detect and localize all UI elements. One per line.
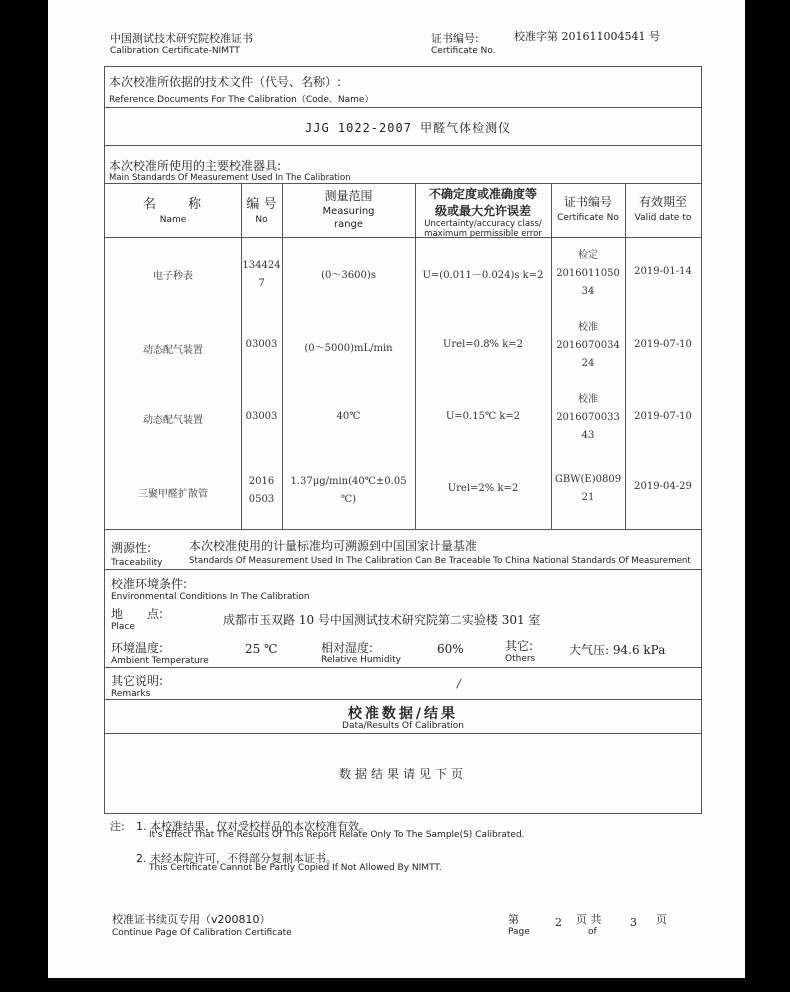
table-row-3-uncertainty: U=0.15℃ k=2: [445, 411, 521, 422]
table-row-1-valid: 2019-01-14: [634, 266, 692, 277]
note-2-en: This Certificate Cannot Be Partly Copied If Not Allowed By NIMTT.: [149, 863, 442, 873]
of-label-en: of: [588, 927, 597, 937]
humidity-value: 60%: [437, 642, 464, 656]
table-row-2-range: (0～5000)mL/min: [304, 343, 393, 354]
cert-no-label-en: Certificate No.: [431, 46, 496, 56]
table-row-2-uncertainty: Urel=0.8% k=2: [442, 339, 524, 350]
reference-label-en: Reference Documents For The Calibration（Code、Name）: [109, 95, 374, 105]
page-number: 2: [555, 916, 562, 929]
table-row-4-range: 1.37μg/min(40℃±0.05 ℃): [290, 476, 407, 505]
cert-no-label-zh: 证书编号:: [431, 32, 479, 45]
table-row-2-name: 动态配气装置: [143, 345, 203, 356]
col-header-no: 编 号 No: [246, 197, 277, 225]
col-header-range: 测量范围 Measuring range: [322, 189, 375, 230]
of-label-zh: 页 共: [576, 913, 602, 926]
standards-label-zh: 本次校准所使用的主要校准器具:: [109, 159, 282, 173]
notes-prefix: 注:: [110, 820, 125, 833]
note-1-en: It's Effect That The Results Of This Report Relate Only To The Sample(S) Calibrated.: [149, 830, 525, 840]
col-header-cert: 证书编号 Certificate No: [557, 195, 619, 223]
table-row-4-uncertainty: Urel=2% k=2: [447, 483, 519, 494]
others-value: 大气压: 94.6 kPa: [569, 643, 666, 657]
humidity-label-zh: 相对湿度:: [321, 641, 374, 655]
certificate-main-box: [104, 66, 702, 814]
place-label-en: Place: [111, 622, 135, 632]
page-label-zh: 第: [508, 913, 519, 926]
col-header-uncertainty: 不确定度或准确度等 级或最大允许误差 Uncertainty/accuracy class/ maximum permissible error: [424, 187, 542, 239]
remarks-label-en: Remarks: [111, 689, 151, 699]
remarks-label-zh: 其它说明:: [111, 674, 164, 688]
col-header-name: 名 称 Name: [142, 197, 203, 225]
place-value: 成都市玉双路 10 号中国测试技术研究院第二实验楼 301 室: [223, 613, 541, 627]
table-row-3-no: 03003: [245, 411, 278, 422]
col-header-valid: 有效期至 Valid date to: [634, 195, 692, 223]
temperature-label-en: Ambient Temperature: [111, 656, 209, 666]
traceability-label-zh: 溯源性:: [111, 541, 152, 555]
place-label-zh: 地 点:: [111, 607, 164, 621]
table-row-4-no: 2016 0503: [248, 476, 275, 505]
standards-label-en: Main Standards Of Measurement Used In The Calibration: [109, 173, 351, 183]
table-row-1-cert: 检定 2016011050 34: [556, 250, 620, 297]
note-1-zh: 1. 本校准结果，仅对受校样品的本次校准有效。: [136, 820, 370, 833]
table-row-2-valid: 2019-07-10: [634, 339, 692, 350]
table-row-1-range: (0～3600)s: [321, 270, 376, 281]
table-row-3-range: 40℃: [336, 411, 361, 422]
results-body: 数据结果请见下页: [338, 767, 467, 781]
results-title-zh: 校准数据/结果: [347, 706, 459, 722]
humidity-label-en: Relative Humidity: [321, 655, 401, 665]
others-label-en: Others: [505, 654, 536, 664]
pages-suffix-zh: 页: [656, 913, 667, 926]
environment-label-en: Environmental Conditions In The Calibration: [111, 592, 310, 602]
page-label-en: Page: [508, 927, 530, 937]
table-row-2-cert: 校准 2016070034 24: [556, 322, 620, 369]
table-row-1-no: 134424 7: [242, 260, 281, 289]
temperature-value: 25 ℃: [245, 642, 278, 656]
traceability-label-en: Traceability: [111, 558, 163, 568]
traceability-text-en: Standards Of Measurement Used In The Calibration Can Be Traceable To China National Standards Of Measurement: [189, 556, 691, 566]
table-row-1-name: 电子秒表: [153, 271, 193, 282]
table-row-4-valid: 2019-04-29: [634, 481, 692, 492]
total-pages: 3: [630, 916, 637, 929]
footer-continue-en: Continue Page Of Calibration Certificate: [112, 928, 292, 938]
table-row-3-name: 动态配气装置: [143, 415, 203, 426]
table-row-3-valid: 2019-07-10: [634, 411, 692, 422]
environment-label-zh: 校准环境条件:: [111, 577, 188, 591]
table-row-2-no: 03003: [245, 339, 278, 350]
reference-label-zh: 本次校准所依据的技术文件（代号、名称）:: [109, 75, 342, 89]
temperature-label-zh: 环境温度:: [111, 641, 164, 655]
footer-continue-zh: 校准证书续页专用（v200810）: [112, 913, 271, 926]
table-row-4-cert: GBW(E)0809 21: [554, 474, 622, 503]
table-row-4-name: 三聚甲醛扩散管: [138, 489, 208, 500]
certificate-page: [48, 0, 745, 978]
institute-title-en: Calibration Certificate-NIMTT: [110, 46, 240, 56]
institute-title-zh: 中国测试技术研究院校准证书: [110, 32, 253, 45]
others-label-zh: 其它:: [505, 639, 534, 653]
traceability-text-zh: 本次校准使用的计量标准均可溯源到中国国家计量基准: [189, 539, 478, 553]
remarks-value: /: [457, 677, 461, 690]
reference-document: JJG 1022-2007 甲醛气体检测仪: [305, 121, 512, 135]
results-title-en: Data/Results Of Calibration: [342, 721, 464, 731]
cert-no-value: 校准字第 201611004541 号: [514, 30, 660, 43]
note-2-zh: 2. 未经本院许可，不得部分复制本证书。: [136, 852, 337, 865]
table-row-1-uncertainty: U=(0.011－0.024)s k=2: [422, 270, 544, 281]
table-row-3-cert: 校准 2016070033 43: [556, 394, 620, 441]
